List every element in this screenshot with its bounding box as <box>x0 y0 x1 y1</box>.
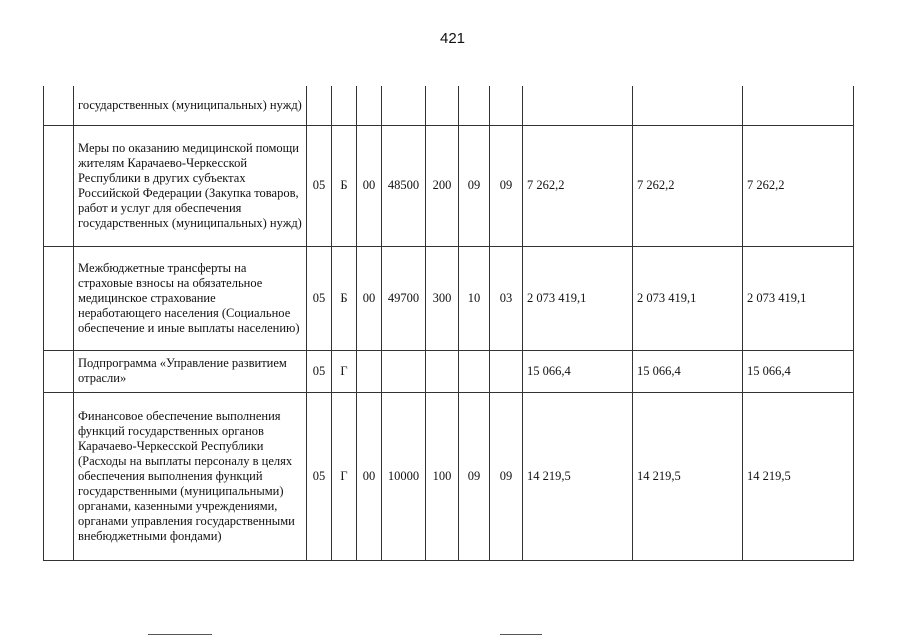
table-row <box>44 246 854 350</box>
section-code: 10 <box>459 246 490 350</box>
measure-code <box>357 350 382 392</box>
table-row <box>44 125 854 246</box>
scan-artifact-line <box>148 634 212 635</box>
measure-code: 00 <box>357 246 382 350</box>
blank-cell <box>44 86 74 125</box>
amount-year-3 <box>743 86 854 125</box>
page-number: 421 <box>439 30 466 47</box>
subprogram-code: Г <box>332 350 357 392</box>
amount-year-3: 15 066,4 <box>743 350 854 392</box>
direction-code: 10000 <box>382 392 426 560</box>
subsection-code: 09 <box>490 392 523 560</box>
amount-year-1: 2 073 419,1 <box>523 246 633 350</box>
budget-table <box>43 86 854 561</box>
subsection-code: 03 <box>490 246 523 350</box>
table-row <box>44 86 854 125</box>
table-row <box>44 392 854 560</box>
amount-year-2: 15 066,4 <box>633 350 743 392</box>
expense-type-code: 200 <box>426 125 459 246</box>
amount-year-2 <box>633 86 743 125</box>
measure-code <box>357 86 382 125</box>
blank-cell <box>44 350 74 392</box>
expense-description: Меры по оказанию медицинской помощи жителям Карачаево-Черкесской Республики в других субъектах Российской Федерации (Закупка товаров, работ и услуг для обеспечения государственных (муниципальных) нужд) <box>74 125 307 246</box>
subprogram-code <box>332 86 357 125</box>
amount-year-2: 2 073 419,1 <box>633 246 743 350</box>
direction-code <box>382 350 426 392</box>
section-code <box>459 86 490 125</box>
blank-cell <box>44 392 74 560</box>
amount-year-1: 15 066,4 <box>523 350 633 392</box>
subsection-code: 09 <box>490 125 523 246</box>
amount-year-3: 2 073 419,1 <box>743 246 854 350</box>
expense-type-code: 100 <box>426 392 459 560</box>
direction-code: 48500 <box>382 125 426 246</box>
amount-year-1 <box>523 86 633 125</box>
amount-year-3: 14 219,5 <box>743 392 854 560</box>
expense-description: Подпрограмма «Управление развитием отрасли» <box>74 350 307 392</box>
amount-year-3: 7 262,2 <box>743 125 854 246</box>
scan-artifact-line <box>500 634 542 635</box>
expense-description: государственных (муниципальных) нужд) <box>74 86 307 125</box>
section-code: 09 <box>459 125 490 246</box>
table-row <box>44 350 854 392</box>
section-code <box>459 350 490 392</box>
expense-type-code: 300 <box>426 246 459 350</box>
subprogram-code: Г <box>332 392 357 560</box>
amount-year-1: 7 262,2 <box>523 125 633 246</box>
blank-cell <box>44 246 74 350</box>
expense-description: Финансовое обеспечение выполнения функций государственных органов Карачаево-Черкесской Республики (Расходы на выплаты персоналу в целях обеспечения выполнения функций государственными (муниципальными) органами, казенными учреждениями, органами управления государственными внебюджетными фондами) <box>74 392 307 560</box>
subprogram-code: Б <box>332 246 357 350</box>
measure-code: 00 <box>357 392 382 560</box>
program-code: 05 <box>307 246 332 350</box>
amount-year-1: 14 219,5 <box>523 392 633 560</box>
program-code: 05 <box>307 392 332 560</box>
direction-code: 49700 <box>382 246 426 350</box>
subsection-code <box>490 86 523 125</box>
direction-code <box>382 86 426 125</box>
measure-code: 00 <box>357 125 382 246</box>
expense-type-code <box>426 350 459 392</box>
blank-cell <box>44 125 74 246</box>
amount-year-2: 14 219,5 <box>633 392 743 560</box>
program-code: 05 <box>307 350 332 392</box>
subsection-code <box>490 350 523 392</box>
expense-description: Межбюджетные трансферты на страховые взносы на обязательное медицинское страхование неработающего населения (Социальное обеспечение и иные выплаты населению) <box>74 246 307 350</box>
subprogram-code: Б <box>332 125 357 246</box>
program-code <box>307 86 332 125</box>
amount-year-2: 7 262,2 <box>633 125 743 246</box>
program-code: 05 <box>307 125 332 246</box>
expense-type-code <box>426 86 459 125</box>
section-code: 09 <box>459 392 490 560</box>
